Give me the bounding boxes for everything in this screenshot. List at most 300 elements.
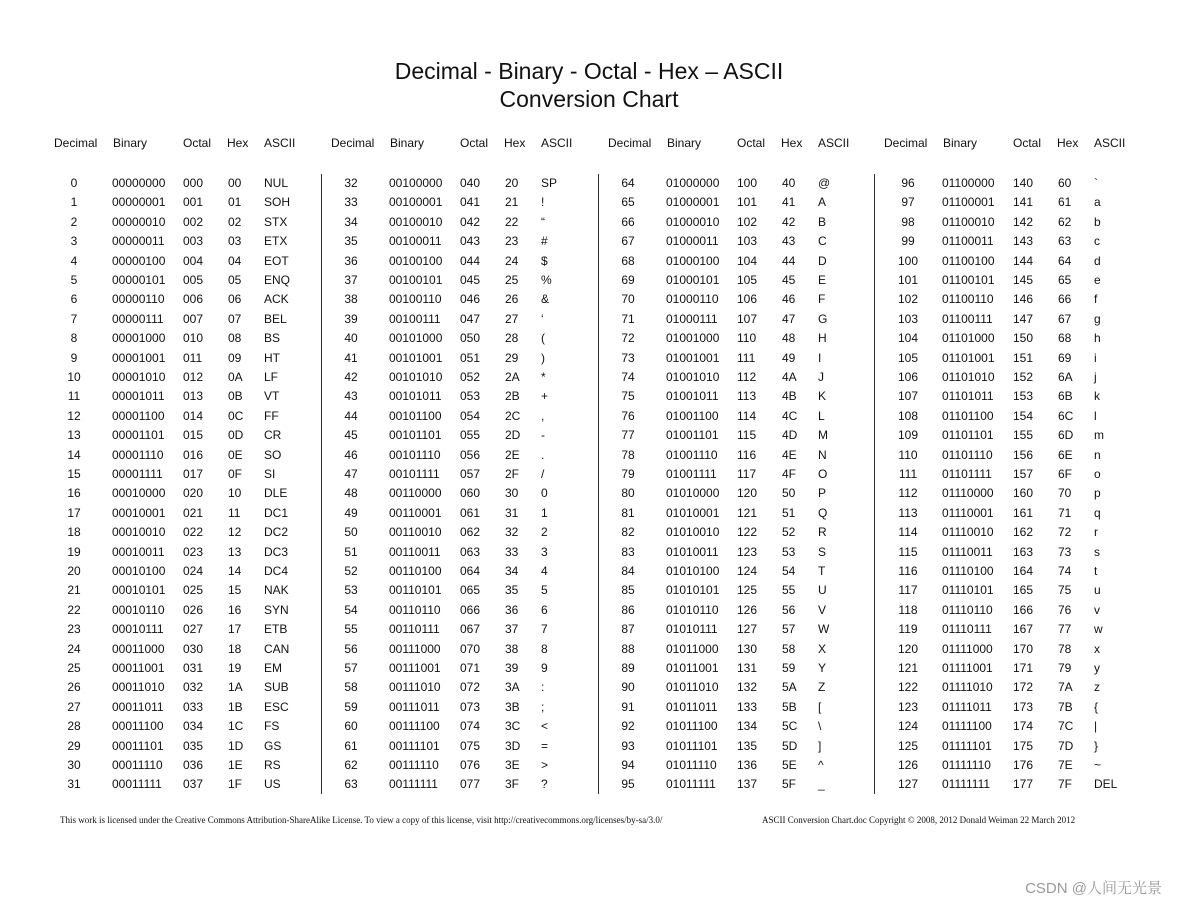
cell-binary: 01111001	[942, 661, 993, 675]
cell-ascii: DC4	[264, 564, 289, 578]
cell-octal: 102	[737, 214, 758, 229]
cell-binary: 00001010	[112, 370, 166, 384]
cell-ascii: s	[1094, 544, 1100, 559]
cell-octal: 107	[737, 311, 758, 326]
header-octal: Octal	[1013, 136, 1042, 150]
cell-binary: 00101111	[389, 467, 440, 481]
header-binary: Binary	[943, 136, 978, 150]
cell-octal: 070	[460, 641, 481, 656]
cell-decimal: 89	[621, 661, 635, 675]
cell-ascii: EM	[264, 661, 282, 675]
cell-octal: 001	[183, 195, 204, 210]
cell-ascii: DC3	[264, 544, 289, 559]
cell-octal: 133	[737, 699, 758, 714]
cell-ascii: b	[1094, 214, 1101, 229]
cell-ascii: .	[541, 447, 545, 462]
cell-ascii: =	[541, 738, 549, 753]
cell-octal: 075	[460, 738, 481, 753]
cell-binary: 00111100	[389, 719, 440, 734]
cell-octal: 056	[460, 447, 481, 462]
cell-decimal: 6	[70, 292, 78, 307]
cell-octal: 012	[183, 370, 204, 384]
cell-binary: 00010101	[112, 583, 166, 598]
cell-binary: 00110011	[389, 544, 441, 559]
cell-hex: 14	[228, 564, 242, 578]
cell-hex: 3B	[505, 699, 520, 714]
cell-hex: 29	[505, 350, 519, 365]
cell-hex: 6E	[1058, 447, 1073, 462]
cell-hex: 68	[1058, 331, 1072, 346]
cell-hex: 08	[228, 331, 242, 346]
cell-hex: 5A	[782, 680, 797, 695]
cell-ascii: T	[818, 564, 826, 578]
cell-decimal: 124	[897, 719, 919, 734]
cell-binary: 00110110	[389, 602, 441, 617]
cell-ascii: 3	[541, 544, 548, 559]
cell-ascii: ETB	[264, 622, 288, 637]
cell-decimal: 40	[344, 331, 358, 346]
cell-octal: 115	[737, 428, 757, 443]
cell-octal: 062	[460, 525, 481, 540]
cell-hex: 01	[228, 195, 242, 210]
cell-decimal: 108	[897, 408, 919, 423]
cell-ascii: C	[818, 234, 827, 249]
cell-decimal: 34	[344, 214, 358, 229]
cell-decimal: 115	[898, 544, 918, 559]
cell-decimal: 27	[67, 699, 81, 714]
cell-binary: 00101101	[389, 428, 442, 443]
cell-octal: 044	[460, 253, 481, 268]
cell-hex: 56	[782, 602, 796, 617]
cell-octal: 147	[1013, 311, 1034, 326]
cell-hex: 63	[1058, 234, 1072, 249]
cell-octal: 170	[1013, 641, 1034, 656]
cell-octal: 071	[460, 661, 481, 675]
cell-hex: 40	[782, 176, 796, 190]
cell-hex: 0D	[228, 428, 244, 443]
cell-hex: 72	[1058, 525, 1072, 540]
header-octal: Octal	[737, 136, 766, 150]
cell-decimal: 56	[344, 641, 358, 656]
cell-ascii: ;	[541, 699, 545, 714]
cell-octal: 053	[460, 389, 481, 404]
cell-binary: 01110011	[942, 544, 993, 559]
cell-octal: 143	[1013, 234, 1034, 249]
cell-binary: 00100010	[389, 214, 443, 229]
cell-hex: 38	[505, 641, 519, 656]
cell-binary: 00001101	[112, 428, 165, 443]
cell-ascii: R	[818, 525, 827, 540]
cell-hex: 47	[782, 311, 796, 326]
cell-binary: 01100111	[942, 311, 993, 326]
copyright-footer: ASCII Conversion Chart.doc Copyright © 2008, 2012 Donald Weiman 22 March 2012	[762, 815, 1076, 825]
cell-octal: 064	[460, 564, 481, 578]
cell-binary: 01111010	[942, 680, 993, 695]
cell-octal: 162	[1013, 525, 1034, 540]
cell-ascii: 9	[541, 661, 548, 675]
cell-ascii: BEL	[264, 311, 287, 326]
cell-hex: 43	[782, 234, 796, 249]
cell-decimal: 7	[70, 311, 78, 326]
cell-ascii: “	[541, 214, 545, 229]
cell-octal: 024	[183, 564, 204, 578]
cell-ascii: NUL	[264, 176, 289, 190]
cell-decimal: 71	[621, 311, 635, 326]
cell-binary: 01110111	[942, 622, 992, 637]
cell-ascii: i	[1094, 350, 1097, 365]
cell-binary: 01100101	[942, 273, 995, 287]
cell-ascii: CAN	[264, 641, 290, 656]
cell-binary: 00101000	[389, 331, 443, 346]
cell-ascii: 5	[541, 583, 548, 598]
cell-hex: 3E	[505, 758, 520, 772]
cell-octal: 146	[1013, 292, 1034, 307]
cell-octal: 055	[460, 428, 481, 443]
cell-hex: 36	[505, 602, 519, 617]
cell-ascii: ,	[541, 408, 545, 423]
cell-hex: 55	[782, 583, 796, 598]
cell-ascii: &	[541, 292, 550, 307]
cell-octal: 074	[460, 719, 481, 734]
license-footer: This work is licensed under the Creative Commons Attribution-ShareAlike License. To view a copy of this license, visit http://creativecommons.org/licenses/by-sa/3.0/	[60, 815, 663, 825]
cell-ascii: !	[541, 195, 545, 210]
cell-binary: 01111000	[942, 641, 993, 656]
cell-binary: 01101110	[942, 447, 993, 462]
cell-ascii: {	[1094, 699, 1099, 714]
cell-hex: 1F	[228, 777, 243, 792]
cell-ascii: x	[1094, 641, 1100, 656]
cell-octal: 125	[737, 583, 758, 598]
cell-octal: 077	[460, 777, 481, 792]
cell-decimal: 26	[67, 680, 81, 695]
cell-binary: 01000001	[666, 195, 720, 210]
cell-binary: 00101001	[389, 350, 443, 365]
cell-ascii: z	[1094, 680, 1100, 695]
cell-decimal: 15	[67, 467, 81, 481]
cell-hex: 58	[782, 641, 796, 656]
cell-decimal: 60	[344, 719, 358, 734]
cell-decimal: 28	[67, 719, 81, 734]
cell-decimal: 41	[344, 350, 358, 365]
cell-ascii: -	[541, 428, 545, 443]
cell-octal: 076	[460, 758, 481, 772]
cell-binary: 00011101	[112, 738, 164, 753]
cell-hex: 77	[1058, 622, 1072, 637]
cell-binary: 01011101	[666, 738, 718, 753]
cell-decimal: 4	[70, 253, 78, 268]
cell-hex: 39	[505, 661, 519, 675]
cell-octal: 111	[737, 350, 756, 365]
cell-ascii: SUB	[264, 680, 289, 695]
cell-octal: 002	[183, 214, 204, 229]
cell-octal: 040	[460, 176, 481, 190]
cell-hex: 6C	[1058, 408, 1074, 423]
cell-ascii: *	[541, 370, 546, 384]
cell-ascii: K	[818, 389, 827, 404]
cell-octal: 047	[460, 311, 481, 326]
cell-binary: 01010011	[666, 544, 719, 559]
cell-hex: 66	[1058, 292, 1072, 307]
cell-ascii: ^	[818, 758, 824, 772]
cell-decimal: 52	[344, 564, 358, 578]
cell-ascii: h	[1094, 331, 1101, 346]
cell-binary: 00000001	[112, 195, 166, 210]
cell-binary: 01000110	[666, 292, 719, 307]
cell-hex: 25	[505, 273, 519, 287]
cell-binary: 01000101	[666, 273, 720, 287]
cell-binary: 01001111	[666, 467, 717, 481]
cell-octal: 016	[183, 447, 204, 462]
cell-ascii: |	[1094, 719, 1098, 734]
cell-binary: 00011000	[112, 641, 165, 656]
cell-binary: 01000111	[666, 311, 718, 326]
cell-octal: 072	[460, 680, 481, 695]
cell-ascii: X	[818, 641, 827, 656]
cell-binary: 00100000	[389, 176, 443, 190]
header-hex: Hex	[504, 136, 526, 150]
cell-octal: 032	[183, 680, 204, 695]
cell-ascii: \	[818, 719, 822, 734]
cell-hex: 6F	[1058, 467, 1073, 481]
cell-octal: 164	[1013, 564, 1034, 578]
cell-ascii: ?	[541, 777, 548, 792]
cell-decimal: 78	[621, 447, 635, 462]
header-decimal: Decimal	[54, 136, 98, 150]
cell-ascii: 4	[541, 564, 548, 578]
cell-ascii: ETX	[264, 234, 288, 249]
cell-decimal: 12	[67, 408, 81, 423]
cell-hex: 74	[1058, 564, 1072, 578]
cell-binary: 01100001	[942, 195, 995, 210]
cell-hex: 2E	[505, 447, 520, 462]
cell-ascii: L	[818, 408, 825, 423]
cell-hex: 4D	[782, 428, 798, 443]
cell-binary: 00011100	[112, 719, 164, 734]
cell-binary: 01100000	[942, 176, 995, 190]
cell-octal: 067	[460, 622, 481, 637]
cell-octal: 036	[183, 758, 204, 772]
cell-binary: 01000100	[666, 253, 720, 268]
cell-octal: 112	[737, 370, 757, 384]
cell-decimal: 51	[344, 544, 358, 559]
cell-binary: 01101100	[942, 408, 994, 423]
cell-hex: 5E	[782, 758, 797, 772]
header-binary: Binary	[390, 136, 425, 150]
cell-octal: 106	[737, 292, 758, 307]
cell-binary: 01101000	[942, 331, 995, 346]
cell-decimal: 96	[901, 176, 915, 190]
cell-binary: 01100110	[942, 292, 994, 307]
cell-octal: 021	[183, 505, 204, 520]
cell-ascii: RS	[264, 758, 281, 772]
cell-binary: 01110100	[942, 564, 994, 578]
cell-binary: 00011110	[112, 758, 163, 772]
cell-hex: 48	[782, 331, 796, 346]
cell-hex: 11	[228, 505, 241, 520]
cell-decimal: 116	[898, 564, 918, 578]
cell-hex: 4E	[782, 447, 797, 462]
cell-hex: 1C	[228, 719, 244, 734]
cell-octal: 156	[1013, 447, 1034, 462]
cell-ascii: [	[818, 699, 822, 714]
cell-hex: 53	[782, 544, 796, 559]
cell-hex: 03	[228, 234, 242, 249]
cell-decimal: 74	[621, 370, 635, 384]
cell-decimal: 0	[70, 176, 78, 190]
cell-hex: 7E	[1058, 758, 1073, 772]
cell-binary: 01110000	[942, 486, 994, 501]
cell-octal: 066	[460, 602, 481, 617]
cell-octal: 041	[460, 195, 481, 210]
cell-hex: 7A	[1058, 680, 1073, 695]
cell-octal: 035	[183, 738, 204, 753]
cell-decimal: 29	[67, 738, 81, 753]
cell-hex: 76	[1058, 602, 1072, 617]
cell-binary: 00011010	[112, 680, 165, 695]
header-decimal: Decimal	[331, 136, 375, 150]
cell-ascii: Q	[818, 505, 828, 520]
cell-octal: 131	[737, 661, 758, 675]
cell-binary: 01001001	[666, 350, 720, 365]
cell-decimal: 113	[898, 505, 918, 520]
cell-octal: 136	[737, 758, 758, 772]
cell-ascii: ACK	[264, 292, 289, 307]
cell-hex: 7C	[1058, 719, 1074, 734]
cell-hex: 35	[505, 583, 519, 598]
cell-octal: 157	[1013, 467, 1034, 481]
cell-ascii: c	[1094, 234, 1100, 249]
cell-ascii: DLE	[264, 486, 288, 501]
cell-hex: 46	[782, 292, 796, 307]
cell-octal: 060	[460, 486, 481, 501]
cell-ascii: F	[818, 292, 826, 307]
cell-hex: 65	[1058, 273, 1072, 287]
cell-decimal: 107	[897, 389, 919, 404]
cell-hex: 32	[505, 525, 519, 540]
cell-binary: 00000101	[112, 273, 166, 287]
cell-binary: 01000000	[666, 176, 720, 190]
cell-binary: 00110111	[389, 622, 440, 637]
cell-octal: 027	[183, 622, 204, 637]
cell-ascii: B	[818, 214, 827, 229]
cell-hex: 3F	[505, 777, 520, 792]
cell-decimal: 117	[898, 583, 918, 598]
cell-octal: 151	[1013, 350, 1034, 365]
cell-ascii: US	[264, 777, 281, 792]
cell-octal: 100	[737, 176, 758, 190]
cell-decimal: 75	[621, 389, 635, 404]
cell-octal: 154	[1013, 408, 1034, 423]
cell-decimal: 38	[344, 292, 358, 307]
cell-octal: 171	[1013, 661, 1034, 675]
cell-binary: 00110010	[389, 525, 442, 540]
cell-hex: 42	[782, 214, 796, 229]
cell-decimal: 13	[67, 428, 81, 443]
cell-decimal: 103	[897, 311, 919, 326]
cell-octal: 150	[1013, 331, 1034, 346]
cell-hex: 33	[505, 544, 519, 559]
cell-octal: 046	[460, 292, 481, 307]
cell-hex: 16	[228, 602, 242, 617]
cell-octal: 117	[737, 467, 757, 481]
cell-octal: 122	[737, 525, 758, 540]
cell-decimal: 123	[897, 699, 919, 714]
cell-octal: 144	[1013, 253, 1034, 268]
cell-binary: 01110010	[942, 525, 994, 540]
cell-binary: 01011010	[666, 680, 719, 695]
cell-binary: 00000100	[112, 253, 166, 268]
cell-decimal: 125	[897, 738, 919, 753]
cell-octal: 153	[1013, 389, 1034, 404]
cell-ascii: `	[1094, 176, 1098, 190]
cell-octal: 155	[1013, 428, 1034, 443]
cell-decimal: 94	[621, 758, 635, 772]
cell-binary: 00001111	[112, 467, 163, 481]
cell-decimal: 58	[344, 680, 358, 695]
cell-binary: 00110000	[389, 486, 442, 501]
cell-ascii: SP	[541, 176, 558, 190]
cell-hex: 5C	[782, 719, 798, 734]
cell-binary: 00001100	[112, 408, 165, 423]
cell-octal: 116	[737, 447, 757, 462]
cell-octal: 145	[1013, 273, 1034, 287]
cell-octal: 166	[1013, 602, 1034, 617]
cell-ascii: ]	[818, 738, 822, 753]
cell-decimal: 25	[67, 661, 81, 675]
cell-octal: 124	[737, 564, 758, 578]
cell-octal: 140	[1013, 176, 1034, 190]
cell-octal: 114	[737, 408, 757, 423]
cell-decimal: 49	[344, 505, 358, 520]
cell-ascii: n	[1094, 447, 1101, 462]
cell-decimal: 91	[621, 699, 635, 714]
cell-ascii: >	[541, 758, 549, 772]
cell-binary: 00001110	[112, 447, 164, 462]
cell-hex: 3D	[505, 738, 521, 753]
cell-decimal: 57	[344, 661, 358, 675]
cell-hex: 3C	[505, 719, 521, 734]
cell-ascii: v	[1094, 602, 1100, 617]
cell-hex: 3A	[505, 680, 520, 695]
cell-binary: 01010100	[666, 564, 720, 578]
cell-ascii: 0	[541, 486, 548, 501]
cell-decimal: 98	[901, 214, 915, 229]
cell-hex: 1D	[228, 738, 244, 753]
cell-hex: 49	[782, 350, 796, 365]
cell-ascii: LF	[264, 370, 279, 384]
cell-hex: 24	[505, 253, 519, 268]
cell-binary: 01000011	[666, 234, 719, 249]
cell-decimal: 106	[897, 370, 919, 384]
cell-binary: 00100001	[389, 195, 443, 210]
cell-hex: 69	[1058, 350, 1072, 365]
cell-decimal: 76	[621, 408, 635, 423]
cell-ascii: w	[1094, 622, 1103, 637]
cell-binary: 01011110	[666, 758, 717, 772]
cell-octal: 142	[1013, 214, 1034, 229]
cell-decimal: 80	[621, 486, 635, 501]
cell-ascii: :	[541, 680, 545, 695]
cell-binary: 00111101	[389, 738, 440, 753]
cell-ascii: Y	[818, 661, 827, 675]
cell-binary: 00000010	[112, 214, 166, 229]
cell-ascii: SO	[264, 447, 282, 462]
cell-binary: 00111011	[389, 699, 440, 714]
cell-decimal: 11	[67, 389, 81, 404]
cell-decimal: 54	[344, 602, 358, 617]
cell-decimal: 99	[901, 234, 915, 249]
cell-binary: 01001101	[666, 428, 719, 443]
